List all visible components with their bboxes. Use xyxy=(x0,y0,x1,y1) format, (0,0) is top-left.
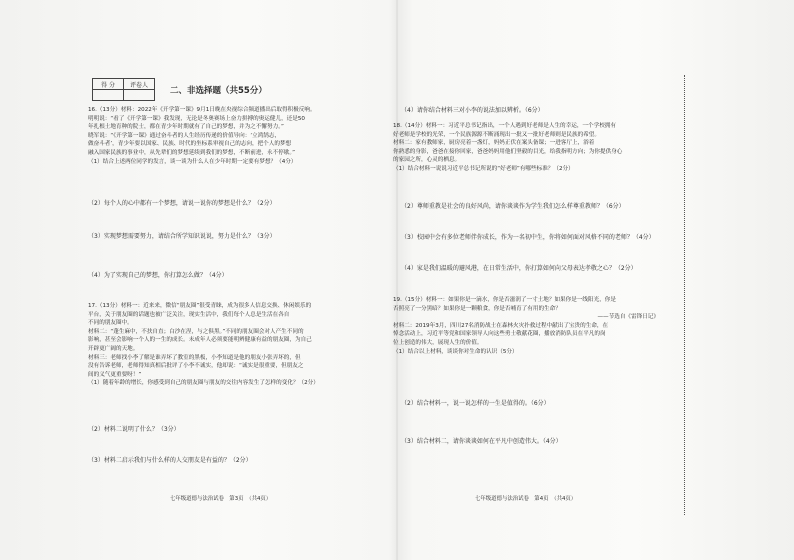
q19-line: 悼念活动上，习近平等党和国家领导人向这些勇士敬献花圈，播放消防队员在平凡的岗 xyxy=(393,331,606,338)
q17-line: 材料三：老师找小李了解是谁弄坏了教室的黑板，小李知道是他的朋友小张弄坏的，但 xyxy=(88,354,301,361)
q17-sub4: （4）请你结合材料三对小李的说法加以辨析。（6分） xyxy=(401,107,544,114)
q17-sub2: （2）材料二说明了什么？（3分） xyxy=(88,426,180,433)
q19-source: ——节选自《雷锋日记》 xyxy=(597,314,659,321)
question-18 xyxy=(393,122,693,174)
grader-label: 评卷人 xyxy=(124,79,155,90)
question-19 xyxy=(393,296,693,356)
q16-line: 年扎根土地育种的院士，都在青少年时期就有了自己的梦想，并为之不懈努力。” xyxy=(88,124,284,131)
q16-line: 做奋斗者’，青少年要以国家、民族、时代的坐标系审视自己的志向，把个人的梦想 xyxy=(88,141,292,148)
score-cell xyxy=(93,90,124,101)
q18-line: 你熟悉的身影，爸爸在接你回家，爸爸妈妈用他们坚毅的目光，给我指明方向；为你提供身心 xyxy=(393,148,623,155)
q18-sub1: （1）结合材料一说说习近平总书记所说的“好老师”有哪些标准？（2分） xyxy=(393,165,574,172)
q16-sub4: （4）为了实现自己的梦想，你打算怎么做？（4分） xyxy=(88,272,228,279)
page-right xyxy=(393,70,703,525)
q19-line: 位上创造的伟大，展现人生的价值。 xyxy=(393,339,483,346)
question-16 xyxy=(88,106,388,166)
q16-line: 晓军说：“《开学第一课》通过奋斗者的人生经历传递的价值导向：‘立鸿鹄志， xyxy=(88,132,281,139)
q16-sub2: （2）每个人的心中都有一个梦想，请说一说你的梦想是什么？（2分） xyxy=(88,200,276,207)
q19-sub1: （1）结合以上材料，谈谈你对生命的认识（5分） xyxy=(393,348,518,355)
page-footer-right: 七年级道德与法治试卷 第4页 （共4页） xyxy=(475,496,577,502)
q18-sub2: （2）尊师重教是社会的良好风尚，请你谈谈作为学生我们怎么样尊重教师？（6分） xyxy=(401,203,625,210)
q17-line: 17.（13分）材料一：近来来，微信“朋友圈”很受青睐，成为很多人信息交换、休闲娱乐的 xyxy=(88,303,312,309)
q16-line: 16.（13分）材料：2022年《开学第一课》9月1日晚在央视综合频道播出后取得积极反响。 xyxy=(88,107,316,113)
q17-line: 材料二：“蓬生麻中，不扶自直；白沙在涅，与之俱黑。”不同的朋友圈会对人产生不同的 xyxy=(88,328,304,335)
q19-line: 材料二：2019年3月，四川27名消防战士在森林火灾扑救过程中献出了宝贵的生命，在 xyxy=(393,322,609,329)
question-17 xyxy=(88,302,388,388)
q18-line: 18.（14分）材料一：习近平总书记指出，一个人遇到好老师是人生的幸运，一个学校拥有 xyxy=(393,123,616,129)
q17-line: 影响，甚至会影响一个人的一生的成长。未成年人必须要能明辨健康有益的朋友圈，为自己 xyxy=(88,337,312,344)
q16-line: 明明说：“看了《开学第一课》我发现，无论是冬奥赛场上奋力拼搏的奥运健儿，还是50 xyxy=(88,115,305,122)
q17-line: 平台，关于朋友圈的话题也被广泛关注，现实生活中，我们每个人总是生活在各自 xyxy=(88,311,290,318)
section-title: 二、非选择题（共55分） xyxy=(170,86,267,96)
score-table xyxy=(92,78,155,101)
q18-line: 好老师是学校的光荣，一个民族源源不断涌现出一批又一批好老师则是民族的希望。 xyxy=(393,131,600,138)
binding-dotted-line xyxy=(684,75,685,515)
q17-line: 不同的朋友圈中。 xyxy=(88,320,133,327)
q16-line: 融入国家民族的事业中，从先辈们的梦想延续到我们的梦想，不断前进，永不停歇。” xyxy=(88,149,296,156)
q17-line: 间的义气更重要呀！” xyxy=(88,371,142,378)
q19-line: 19.（15分）材料一：如果你是一滴水，你是否滋润了一寸土地？如果你是一线阳光，你是 xyxy=(393,297,616,303)
q18-line: 的家园之所，心灵的栖息。 xyxy=(393,157,461,164)
q16-sub3: （3）实现梦想需要努力，请结合所学知识说说，努力是什么？（3分） xyxy=(88,233,276,240)
q19-sub2: （2）结合材料一，说一说怎样的一生是值得的。（6分） xyxy=(401,400,550,407)
page-footer-left: 七年级道德与法治试卷 第3页 （共4页） xyxy=(170,496,272,502)
q19-sub3: （3）结合材料二，请你谈谈如何在平凡中创造伟大。（4分） xyxy=(401,438,562,445)
q17-sub3: （3）材料二启示我们与什么样的人交朋友是有益的？（2分） xyxy=(88,457,252,464)
grader-cell xyxy=(124,90,155,101)
q17-sub1: （1）随着年龄的增长，你感受到自己的朋友圈与朋友的交往内容发生了怎样的变化？（2分） xyxy=(88,380,319,387)
q17-line: 没有告诉老师，老师得知真相后批评了小李不诚实，他却说：“诚实是很重要，但朋友之 xyxy=(88,363,304,370)
q17-line: 开辟更广阔的天地。 xyxy=(88,345,139,352)
page-left xyxy=(88,70,398,525)
q18-sub3: （3）校园中会有多位老师伴你成长，作为一名初中生，你将如何面对风格不同的老师？（4分） xyxy=(401,234,655,241)
q18-line: 材料二：家有教师家，厨房亮着一盏灯，妈妈正伏在案头备课；一进客厅上，浴着 xyxy=(393,140,595,147)
score-label: 得 分 xyxy=(93,79,124,90)
q18-sub4: （4）家是我们温暖的避风港，在日常生活中，你打算如何向父母表达孝敬之心？（2分） xyxy=(401,265,637,272)
q19-line: 否照亮了一分黑暗？如果你是一颗粮食，你是否哺育了有用的生命？ xyxy=(393,305,561,312)
q16-sub1: （1）结合上述两位同学的发言，谈一谈为什么人在少年时期一定要有梦想？（4分） xyxy=(88,158,297,165)
